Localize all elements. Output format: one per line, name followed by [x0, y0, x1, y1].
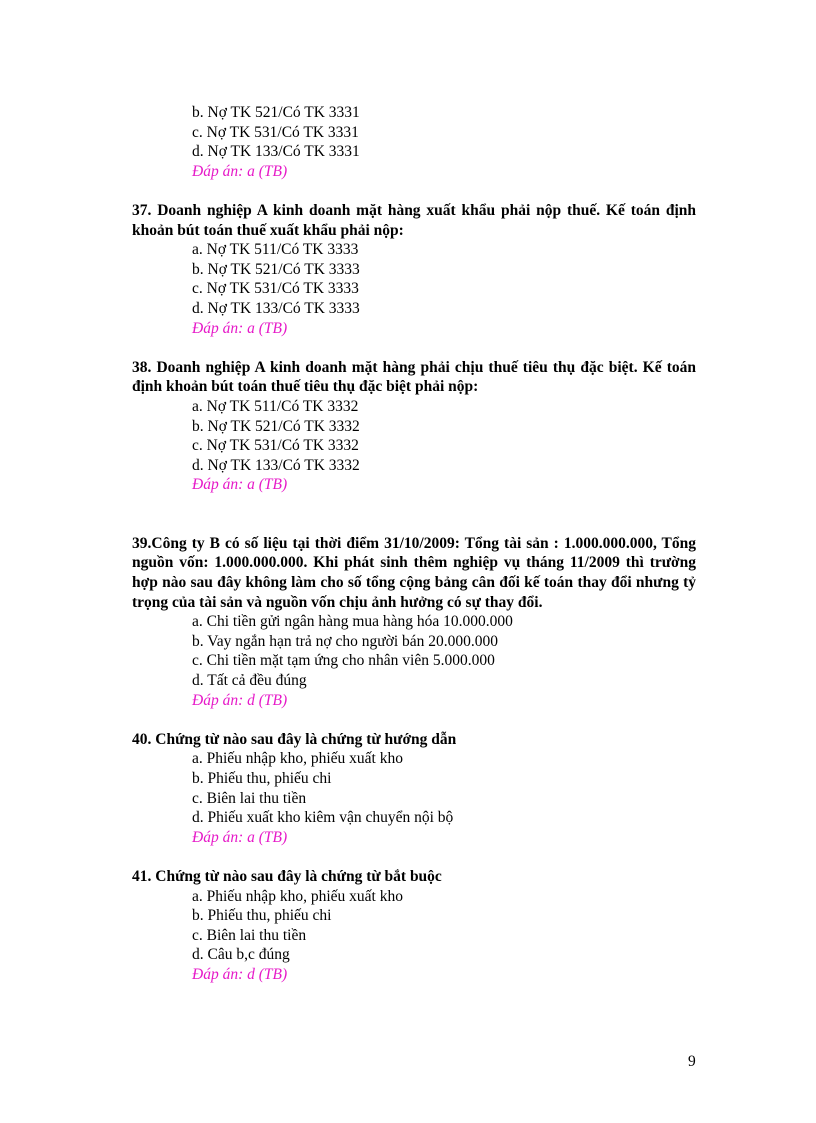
option-b: b. Nợ TK 521/Có TK 3331: [192, 104, 360, 121]
question-text: 40. Chứng từ nào sau đây là chứng từ hướng dẫn: [132, 730, 457, 748]
option-d: d. Nợ TK 133/Có TK 3331: [192, 143, 360, 161]
option-c: c. Chi tiền mặt tạm ứng cho nhân viên 5.000.000: [192, 652, 495, 670]
option-c: c. Nợ TK 531/Có TK 3331: [192, 123, 359, 141]
question-text: 39.Công ty B có số liệu tại thời điểm 31/10/2009: Tổng tài sản : 1.000.000.000, Tổng nguồn vốn: 1.000.000.000. Khi phát sinh thêm nghiệp vụ tháng 11/2009 thì trường hợp nào sau đây không làm cho số tổng cộng bảng cân đối kế toán thay đổi nhưng tỷ trọng của tài sản và nguồn vốn chịu ảnh hưởng có sự thay đổi.: [132, 534, 696, 611]
option-a: a. Chi tiền gửi ngân hàng mua hàng hóa 10.000.000: [192, 613, 513, 631]
option-d: d. Nợ TK 133/Có TK 3333: [192, 299, 360, 317]
document-page: [132, 103, 696, 985]
option-b: b. Nợ TK 521/Có TK 3333: [192, 260, 360, 278]
question-text: 37. Doanh nghiệp A kinh doanh mặt hàng xuất khẩu phải nộp thuế. Kế toán định khoản bút toán thuế xuất khẩu phải nộp:: [132, 201, 696, 239]
option-c: c. Nợ TK 531/Có TK 3333: [192, 280, 359, 298]
option-b: b. Nợ TK 521/Có TK 3332: [192, 417, 360, 435]
question-text: 38. Doanh nghiệp A kinh doanh mặt hàng phải chịu thuế tiêu thụ đặc biệt. Kế toán định khoản bút toán thuế tiêu thụ đặc biệt phải nộp:: [132, 358, 696, 396]
option-a: a. Nợ TK 511/Có TK 3332: [192, 397, 359, 415]
option-d: d. Câu b,c đúng: [192, 946, 290, 964]
option-b: b. Phiếu thu, phiếu chi: [192, 907, 332, 925]
answer: Đáp án: a (TB): [192, 319, 288, 337]
question-39: [132, 534, 696, 710]
option-a: a. Phiếu nhập kho, phiếu xuất kho: [192, 750, 403, 768]
question-38: [132, 358, 696, 495]
question-text: 41. Chứng từ nào sau đây là chứng từ bắt buộc: [132, 867, 442, 885]
answer: Đáp án: d (TB): [192, 691, 288, 709]
option-c: c. Biên lai thu tiền: [192, 926, 307, 944]
option-c: c. Nợ TK 531/Có TK 3332: [192, 437, 359, 455]
answer: Đáp án: a (TB): [192, 828, 288, 846]
question-41: [132, 867, 696, 985]
option-b: b. Vay ngắn hạn trả nợ cho người bán 20.000.000: [192, 632, 499, 650]
question-36-tail: [132, 103, 696, 181]
answer: Đáp án: a (TB): [192, 476, 288, 494]
answer: Đáp án: a (TB): [192, 162, 288, 180]
question-40: [132, 730, 696, 848]
option-a: a. Nợ TK 511/Có TK 3333: [192, 241, 359, 259]
option-d: d. Tất cả đều đúng: [192, 672, 307, 690]
question-37: [132, 201, 696, 338]
option-a: a. Phiếu nhập kho, phiếu xuất kho: [192, 887, 403, 905]
option-b: b. Phiếu thu, phiếu chi: [192, 770, 332, 787]
option-d: d. Nợ TK 133/Có TK 3332: [192, 456, 360, 474]
option-d: d. Phiếu xuất kho kiêm vận chuyển nội bộ: [192, 809, 454, 827]
answer: Đáp án: d (TB): [192, 965, 288, 983]
page-number: 9: [688, 1053, 696, 1070]
option-c: c. Biên lai thu tiền: [192, 789, 307, 807]
